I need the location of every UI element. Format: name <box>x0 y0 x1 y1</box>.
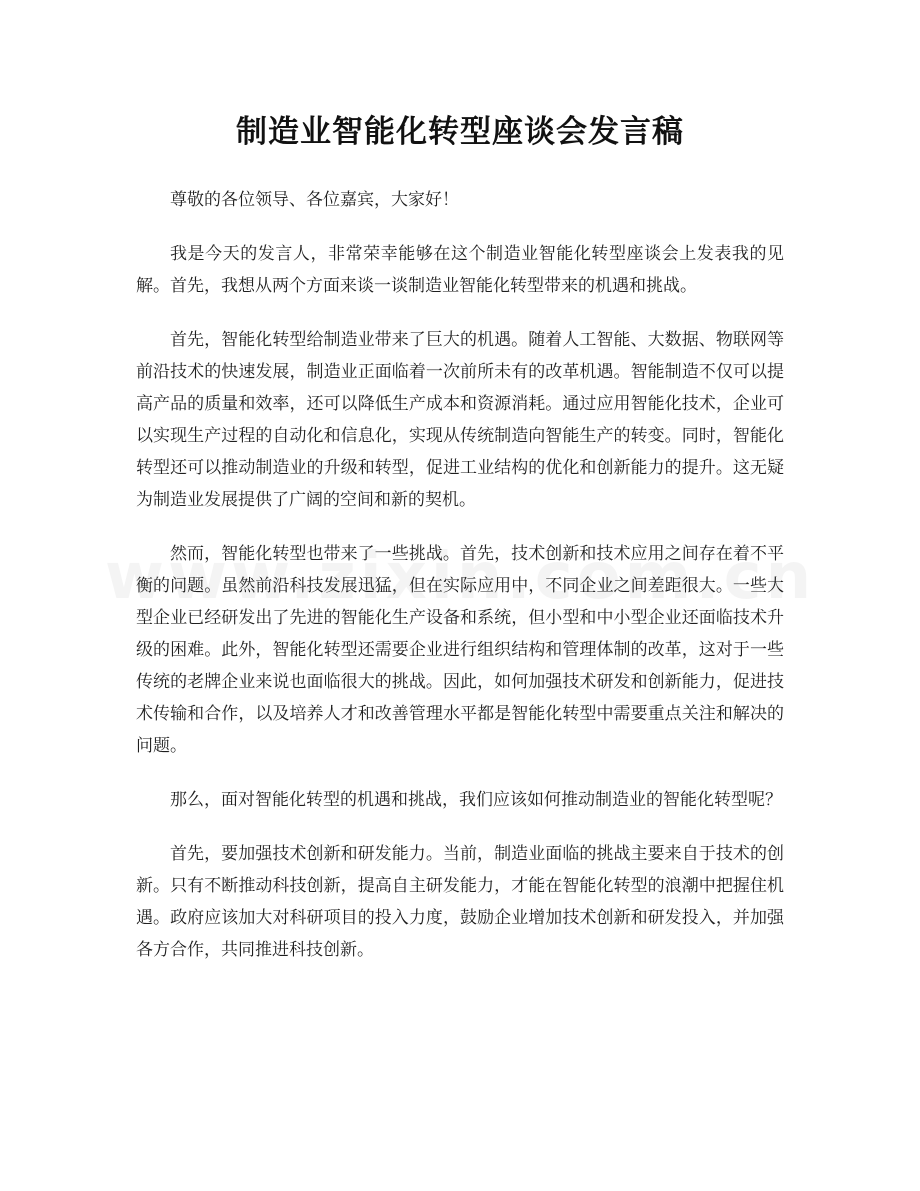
paragraph-greeting: 尊敬的各位领导、各位嘉宾，大家好！ <box>170 190 459 210</box>
document-body <box>136 184 784 988</box>
paragraph-innovation: 首先，要加强技术创新和研发能力。当前，制造业面临的挑战主要来自于技术的创新。只有不断推动科技创新，提高自主研发能力，才能在智能化转型的浪潮中把握住机遇。政府应该加大对科研项目的投入力度，鼓励企业增加技术创新和研发投入，并加强各方合作，共同推进科技创新。 <box>136 844 784 960</box>
paragraph-question: 那么，面对智能化转型的机遇和挑战，我们应该如何推动制造业的智能化转型呢？ <box>170 790 782 810</box>
document-title: 制造业智能化转型座谈会发言稿 <box>236 114 684 150</box>
paragraph-intro: 我是今天的发言人，非常荣幸能够在这个制造业智能化转型座谈会上发表我的见解。首先，我想从两个方面来谈一谈制造业智能化转型带来的机遇和挑战。 <box>136 244 784 296</box>
paragraph-opportunities: 首先，智能化转型给制造业带来了巨大的机遇。随着人工智能、大数据、物联网等前沿技术的快速发展，制造业正面临着一次前所未有的改革机遇。智能制造不仅可以提高产品的质量和效率，还可以降低生产成本和资源消耗。通过应用智能化技术，企业可以实现生产过程的自动化和信息化，实现从传统制造向智能生产的转变。同时，智能化转型还可以推动制造业的升级和转型，促进工业结构的优化和创新能力的提升。这无疑为制造业发展提供了广阔的空间和新的契机。 <box>136 330 784 510</box>
paragraph-challenges: 然而，智能化转型也带来了一些挑战。首先，技术创新和技术应用之间存在着不平衡的问题。虽然前沿科技发展迅猛，但在实际应用中，不同企业之间差距很大。一些大型企业已经研发出了先进的智能化生产设备和系统，但小型和中小型企业还面临技术升级的困难。此外，智能化转型还需要企业进行组织结构和管理体制的改革，这对于一些传统的老牌企业来说也面临很大的挑战。因此，如何加强技术研发和创新能力，促进技术传输和合作，以及培养人才和改善管理水平都是智能化转型中需要重点关注和解决的问题。 <box>136 544 784 756</box>
